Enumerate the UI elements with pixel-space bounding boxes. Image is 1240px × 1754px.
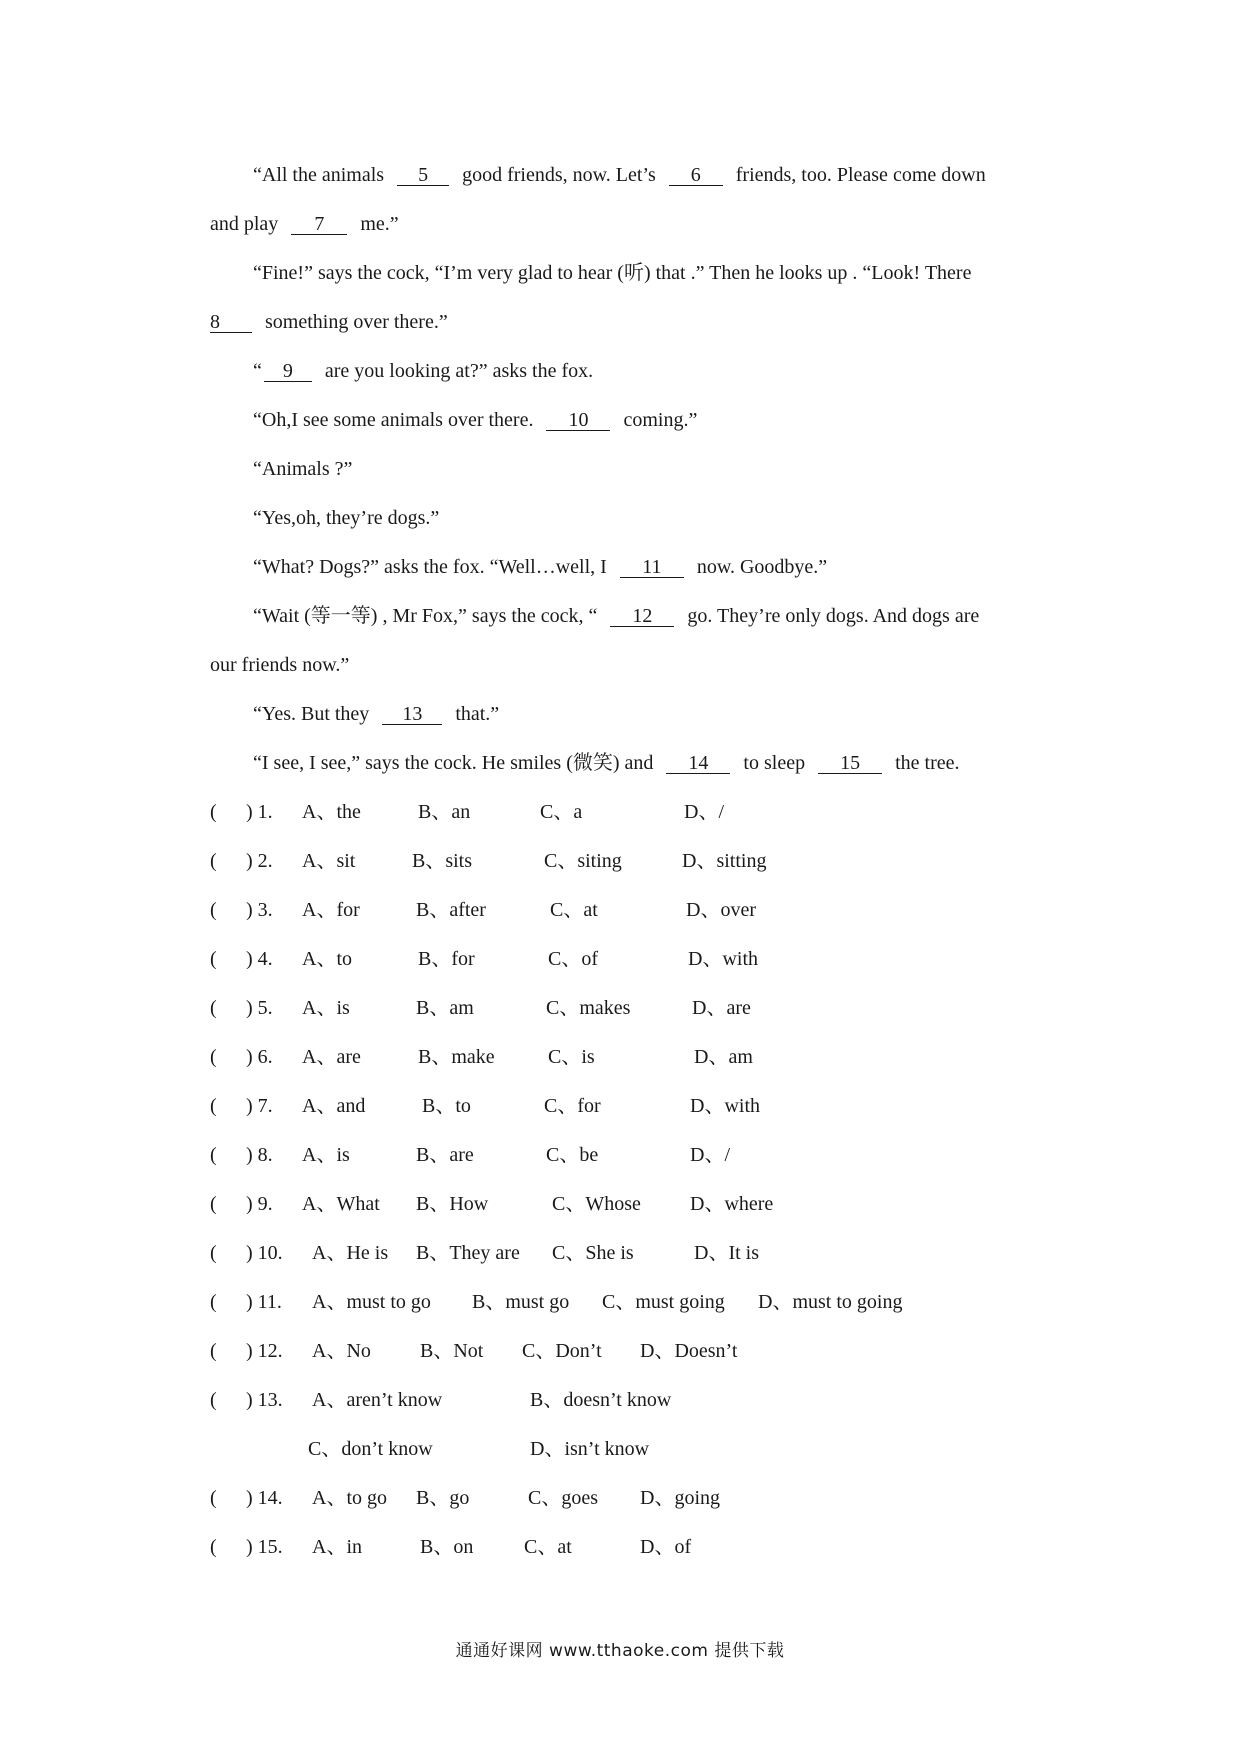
question-number: ) 9. — [246, 1193, 273, 1215]
answer-paren[interactable]: ( — [210, 1291, 217, 1313]
passage-line-1: “All the animals 5 good friends, now. Let’s 6 friends, too. Please come down — [253, 164, 986, 186]
answer-paren[interactable]: ( — [210, 899, 217, 921]
option-a[interactable]: A、is — [302, 997, 350, 1019]
option-b[interactable]: B、make — [418, 1046, 495, 1068]
option-c[interactable]: C、She is — [552, 1242, 634, 1264]
question-number: ) 15. — [246, 1536, 283, 1558]
option-b[interactable]: B、sits — [412, 850, 473, 872]
question-number: ) 4. — [246, 948, 273, 970]
option-a[interactable]: A、aren’t know — [312, 1389, 443, 1411]
option-b[interactable]: B、an — [418, 801, 471, 823]
option-d[interactable]: D、am — [694, 1046, 753, 1068]
option-c[interactable]: C、at — [550, 899, 598, 921]
passage-line-10: “Wait (等一等) , Mr Fox,” says the cock, “ 12 go. They’re only dogs. And dogs are — [253, 605, 980, 627]
option-d[interactable]: D、of — [640, 1536, 692, 1558]
question-number: ) 8. — [246, 1144, 273, 1166]
passage-line-4: 8 something over there.” — [210, 311, 448, 333]
option-d[interactable]: D、going — [640, 1487, 720, 1509]
passage-line-6: “Oh,I see some animals over there. 10 coming.” — [253, 409, 698, 431]
option-d[interactable]: D、are — [692, 997, 751, 1019]
option-c[interactable]: C、Don’t — [522, 1340, 602, 1362]
answer-paren[interactable]: ( — [210, 1487, 217, 1509]
option-d[interactable]: D、It is — [694, 1242, 759, 1264]
answer-paren[interactable]: ( — [210, 1144, 217, 1166]
option-a[interactable]: A、for — [302, 899, 360, 921]
passage-line-5: “ 9 are you looking at?” asks the fox. — [253, 360, 594, 382]
blank-7[interactable]: 7 — [291, 214, 347, 235]
option-a[interactable]: A、and — [302, 1095, 366, 1117]
question-number: ) 1. — [246, 801, 273, 823]
blank-13[interactable]: 13 — [382, 704, 442, 725]
option-c[interactable]: C、makes — [546, 997, 631, 1019]
option-c[interactable]: C、siting — [544, 850, 622, 872]
blank-11[interactable]: 11 — [620, 557, 684, 578]
option-a[interactable]: A、are — [302, 1046, 361, 1068]
option-d[interactable]: D、with — [688, 948, 758, 970]
answer-paren[interactable]: ( — [210, 948, 217, 970]
option-a[interactable]: A、to go — [312, 1487, 387, 1509]
answer-paren[interactable]: ( — [210, 997, 217, 1019]
blank-14[interactable]: 14 — [666, 753, 730, 774]
option-a[interactable]: A、No — [312, 1340, 371, 1362]
question-number: ) 10. — [246, 1242, 283, 1264]
option-a[interactable]: A、the — [302, 801, 361, 823]
option-c[interactable]: C、don’t know — [308, 1438, 433, 1460]
answer-paren[interactable]: ( — [210, 1340, 217, 1362]
option-c[interactable]: C、at — [524, 1536, 572, 1558]
option-c[interactable]: C、a — [540, 801, 583, 823]
blank-8[interactable]: 8 — [210, 312, 252, 333]
question-number: ) 5. — [246, 997, 273, 1019]
option-b[interactable]: B、after — [416, 899, 486, 921]
option-d[interactable]: D、/ — [690, 1144, 730, 1166]
question-number: ) 3. — [246, 899, 273, 921]
passage-line-11: our friends now.” — [210, 654, 350, 676]
question-number: ) 2. — [246, 850, 273, 872]
option-b[interactable]: B、go — [416, 1487, 470, 1509]
option-a[interactable]: A、in — [312, 1536, 362, 1558]
passage-line-8: “Yes,oh, they’re dogs.” — [253, 507, 440, 529]
option-d[interactable]: D、where — [690, 1193, 774, 1215]
passage-line-2: and play 7 me.” — [210, 213, 399, 235]
option-d[interactable]: D、over — [686, 899, 756, 921]
answer-paren[interactable]: ( — [210, 1095, 217, 1117]
question-number: ) 6. — [246, 1046, 273, 1068]
question-number: ) 14. — [246, 1487, 283, 1509]
answer-paren[interactable]: ( — [210, 801, 217, 823]
question-number: ) 12. — [246, 1340, 283, 1362]
blank-12[interactable]: 12 — [610, 606, 674, 627]
footer-source: 通通好课网 www.tthaoke.com 提供下载 — [455, 1641, 785, 1661]
option-d[interactable]: D、sitting — [682, 850, 767, 872]
option-a[interactable]: A、sit — [302, 850, 356, 872]
option-a[interactable]: A、What — [302, 1193, 380, 1215]
option-b[interactable]: B、doesn’t know — [530, 1389, 672, 1411]
option-a[interactable]: A、is — [302, 1144, 350, 1166]
option-a[interactable]: A、to — [302, 948, 352, 970]
answer-paren[interactable]: ( — [210, 1193, 217, 1215]
answer-paren[interactable]: ( — [210, 1046, 217, 1068]
option-a[interactable]: A、He is — [312, 1242, 389, 1264]
option-b[interactable]: B、How — [416, 1193, 489, 1215]
passage-line-12: “Yes. But they 13 that.” — [253, 703, 500, 725]
option-d[interactable]: D、must to going — [758, 1291, 903, 1313]
answer-paren[interactable]: ( — [210, 1242, 217, 1264]
option-d[interactable]: D、with — [690, 1095, 760, 1117]
passage-line-13: “I see, I see,” says the cock. He smiles (微笑) and 14 to sleep 15 the tree. — [253, 752, 960, 774]
option-c[interactable]: C、must going — [602, 1291, 725, 1313]
option-b[interactable]: B、They are — [416, 1242, 520, 1264]
option-b[interactable]: B、am — [416, 997, 474, 1019]
option-c[interactable]: C、for — [544, 1095, 601, 1117]
blank-6[interactable]: 6 — [669, 165, 723, 186]
blank-15[interactable]: 15 — [818, 753, 882, 774]
option-c[interactable]: C、Whose — [552, 1193, 641, 1215]
option-c[interactable]: C、goes — [528, 1487, 598, 1509]
answer-paren[interactable]: ( — [210, 850, 217, 872]
blank-10[interactable]: 10 — [546, 410, 610, 431]
option-a[interactable]: A、must to go — [312, 1291, 431, 1313]
option-d[interactable]: D、Doesn’t — [640, 1340, 738, 1362]
option-c[interactable]: C、of — [548, 948, 598, 970]
option-b[interactable]: B、Not — [420, 1340, 484, 1362]
answer-paren[interactable]: ( — [210, 1536, 217, 1558]
passage-line-3: “Fine!” says the cock, “I’m very glad to hear (听) that .” Then he looks up . “Look! There — [253, 262, 972, 284]
question-number: ) 7. — [246, 1095, 273, 1117]
option-d[interactable]: D、/ — [684, 801, 724, 823]
option-b[interactable]: B、are — [416, 1144, 474, 1166]
blank-9[interactable]: 9 — [264, 361, 312, 382]
option-c[interactable]: C、be — [546, 1144, 599, 1166]
option-d[interactable]: D、isn’t know — [530, 1438, 650, 1460]
passage-line-7: “Animals ?” — [253, 458, 353, 480]
answer-paren[interactable]: ( — [210, 1389, 217, 1411]
option-c[interactable]: C、is — [548, 1046, 595, 1068]
option-b[interactable]: B、for — [418, 948, 475, 970]
option-b[interactable]: B、to — [422, 1095, 471, 1117]
option-b[interactable]: B、must go — [472, 1291, 570, 1313]
passage-line-9: “What? Dogs?” asks the fox. “Well…well, I 11 now. Goodbye.” — [253, 556, 828, 578]
option-b[interactable]: B、on — [420, 1536, 474, 1558]
blank-5[interactable]: 5 — [397, 165, 449, 186]
question-number: ) 13. — [246, 1389, 283, 1411]
question-number: ) 11. — [246, 1291, 282, 1313]
